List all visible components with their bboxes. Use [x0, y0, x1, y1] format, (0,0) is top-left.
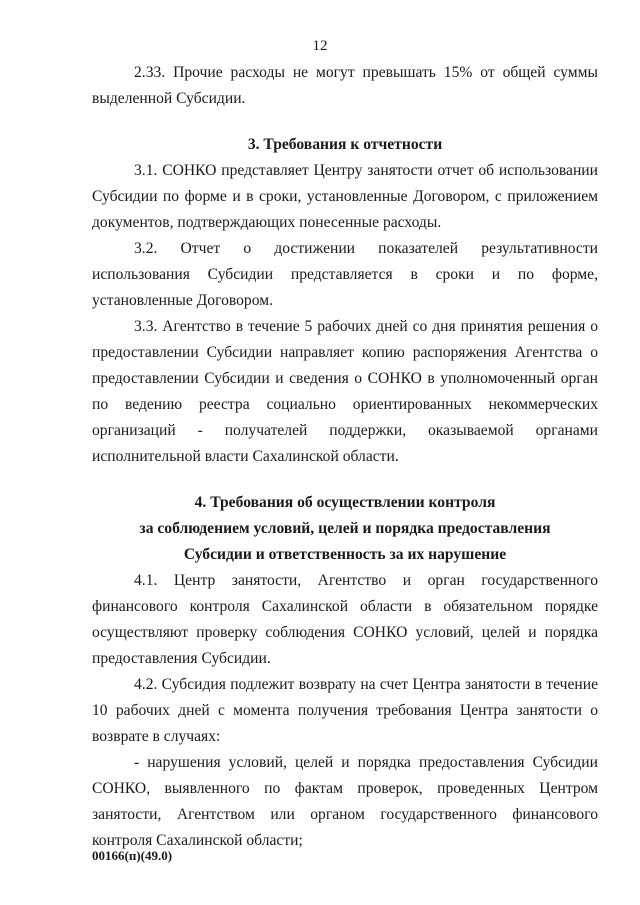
- section-4-heading-line-1: 4. Требования об осуществлении контроля: [194, 494, 496, 511]
- page-number: 12: [312, 38, 328, 54]
- section-4-heading-line-3: Субсидии и ответственность за их нарушение: [183, 546, 507, 563]
- spacer: [92, 470, 598, 490]
- paragraph-3-2: 3.2. Отчет о достижении показателей результативности использования Субсидии представляется в сроки и по форме, установленные Договором.: [92, 240, 598, 309]
- paragraph-3-3: 3.3. Агентство в течение 5 рабочих дней со дня принятия решения о предоставлении Субсидии направляет копию распоряжения Агентства о предоставлении Субсидии и сведения о СОНКО в уполномоченный орган по ведению реестра социально ориентированных некоммерческих организаций - получателей поддержки, оказываемой органами исполнительной власти Сахалинской области.: [92, 318, 598, 465]
- paragraph-4-1: 4.1. Центр занятости, Агентство и орган государственного финансового контроля Сахалинской области в обязательном порядке осуществляют проверку соблюдения СОНКО условий, целей и порядка предоставления Субсидии.: [92, 572, 598, 667]
- section-4-heading-line-2: за соблюдением условий, целей и порядка предоставления: [139, 520, 551, 537]
- section-3-heading: 3. Требования к отчетности: [247, 136, 443, 153]
- paragraph-4-2-item-1: - нарушения условий, целей и порядка предоставления Субсидии СОНКО, выявленного по фактам проверок, проведенных Центром занятости, Агентством или органом государственного финансового контроля Сахалинской области;: [92, 754, 598, 849]
- paragraph-3-1: 3.1. СОНКО представляет Центру занятости отчет об использовании Субсидии по форме и в сроки, установленные Договором, с приложением документов, подтверждающих понесенные расходы.: [92, 162, 598, 231]
- paragraph-2-33: 2.33. Прочие расходы не могут превышать 15% от общей суммы выделенной Субсидии.: [92, 64, 598, 107]
- paragraph-4-2: 4.2. Субсидия подлежит возврату на счет Центра занятости в течение 10 рабочих дней с момента получения требования Центра занятости о возврате в случаях:: [92, 676, 598, 745]
- spacer: [92, 112, 598, 132]
- document-code: 00166(п)(49.0): [92, 848, 173, 863]
- document-body: [92, 60, 598, 854]
